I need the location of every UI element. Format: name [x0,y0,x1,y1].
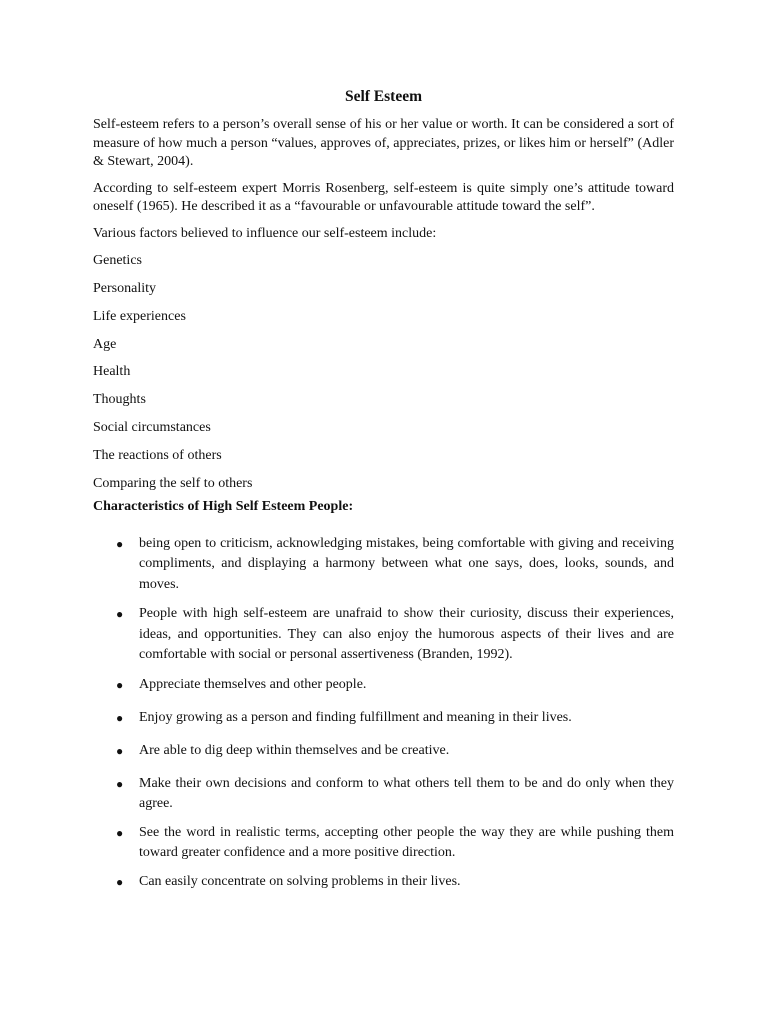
list-item [93,534,674,596]
list-item-text: Can easily concentrate on solving problems in their lives. [139,873,461,889]
list-item [93,741,674,762]
list-item [93,604,674,666]
factor-item: Life experiences [93,308,186,324]
list-item [93,774,674,814]
list-item-text: Make their own decisions and conform to what others tell them to be and do only when they agree. [139,775,674,811]
factor-item: Health [93,364,131,380]
bullet-icon: ● [116,677,124,692]
intro-paragraph: Self-esteem refers to a person’s overall sense of his or her value or worth. It can be considered a sort of measure of how much a person “values, approves of, appreciates, prizes, or likes him or herself” (Adler & Stewart, 2004). [93,117,674,169]
list-item-text: Enjoy growing as a person and finding fulfillment and meaning in their lives. [139,709,572,725]
factor-item: Age [93,336,117,352]
page-title: Self Esteem [344,88,423,105]
characteristics-heading: Characteristics of High Self Esteem People: [93,499,354,515]
factor-item: The reactions of others [93,447,222,463]
factor-item: Personality [93,281,156,297]
list-item-text: People with high self-esteem are unafraid to show their curiosity, discuss their experiences, ideas, and opportunities. They can also enjoy the humorous aspects of their lives and are comfortable with social or personal assertiveness (Branden, 1992). [139,606,674,663]
list-item [93,872,674,893]
characteristics-list [93,534,674,893]
rosenberg-paragraph: According to self-esteem expert Morris Rosenberg, self-esteem is quite simply one’s attitude toward oneself (1965). He described it as a “favourable or unfavourable attitude toward the self”. [93,180,674,214]
list-item-text: Appreciate themselves and other people. [139,676,367,692]
bullet-icon: ● [116,607,124,622]
list-item [93,675,674,696]
factor-item: Comparing the self to others [93,475,253,491]
list-item-text: See the word in realistic terms, accepting other people the way they are while pushing them toward greater confidence and a more positive direction. [139,824,674,860]
document-page [93,86,674,901]
factor-item: Genetics [93,253,142,269]
list-item [93,708,674,729]
bullet-icon: ● [116,825,124,840]
bullet-icon: ● [116,536,124,551]
factor-item: Thoughts [93,392,146,408]
factor-item: Social circumstances [93,420,211,436]
list-item-text: Are able to dig deep within themselves and be creative. [139,742,450,758]
list-item [93,823,674,863]
bullet-icon: ● [116,874,124,889]
bullet-icon: ● [116,710,124,725]
bullet-icon: ● [116,743,124,758]
factors-intro-paragraph: Various factors believed to influence our self-esteem include: [93,225,437,241]
list-item-text: being open to criticism, acknowledging mistakes, being comfortable with giving and receiving compliments, and displaying a harmony between what one says, does, looks, sounds, and moves. [139,535,674,592]
bullet-icon: ● [116,776,124,791]
factors-list [93,252,674,493]
